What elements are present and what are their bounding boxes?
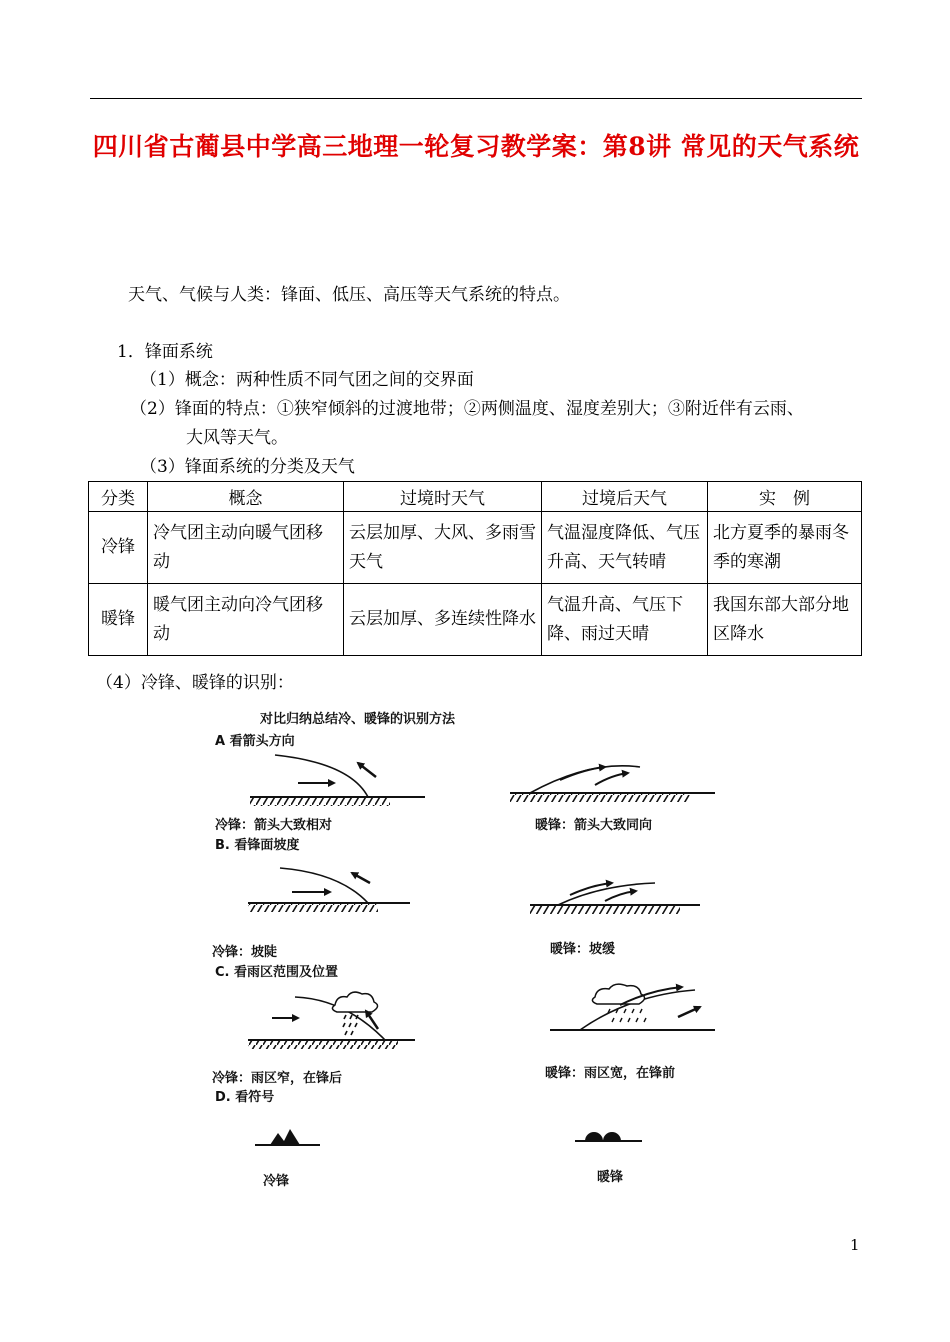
cold-front-rain-diagram (248, 992, 415, 1049)
front-identification-figure (200, 705, 760, 1205)
table-cell: 冷锋 (89, 512, 148, 584)
table-row (89, 512, 862, 584)
warm-front-slope-diagram (530, 883, 700, 914)
table-header-cell: 实 例 (708, 482, 862, 512)
table-header-cell: 分类 (89, 482, 148, 512)
identification-heading: （4）冷锋、暖锋的识别： (96, 673, 294, 693)
page-number: 1 (850, 1236, 860, 1254)
section-a-heading: A 看箭头方向 (215, 734, 295, 749)
warm-front-arrow-diagram (510, 766, 715, 802)
section-heading: 1．锋面系统 (117, 342, 213, 362)
table-cell: 云层加厚、多连续性降水 (344, 584, 542, 656)
section-c-warm-caption: 暖锋：雨区宽，在锋前 (545, 1066, 676, 1081)
concept-text: （1）概念：两种性质不同气团之间的交界面 (140, 370, 474, 390)
section-b-warm-caption: 暖锋：坡缓 (550, 942, 616, 957)
table-cell: 气温湿度降低、气压升高、天气转晴 (542, 512, 708, 584)
table-header-cell: 概念 (148, 482, 344, 512)
warm-front-rain-diagram (550, 984, 715, 1030)
figure-title: 对比归纳总结冷、暖锋的识别方法 (260, 712, 456, 727)
page-title: 四川省古蔺县中学高三地理一轮复习教学案：第8讲 常见的天气系统 (92, 132, 860, 161)
table-cell: 气温升高、气压下降、雨过天晴 (542, 584, 708, 656)
header-rule (90, 98, 862, 99)
section-d-cold-caption: 冷锋 (263, 1174, 290, 1189)
table-header-cell: 过境后天气 (542, 482, 708, 512)
front-table (88, 481, 862, 656)
table-header-row (89, 482, 862, 512)
table-cell: 云层加厚、大风、多雨雪天气 (344, 512, 542, 584)
table-row (89, 584, 862, 656)
section-d-warm-caption: 暖锋 (597, 1170, 624, 1185)
section-a-warm-caption: 暖锋：箭头大致同向 (535, 818, 653, 833)
table-cell: 北方夏季的暴雨冬季的寒潮 (708, 512, 862, 584)
table-cell: 暖气团主动向冷气团移动 (148, 584, 344, 656)
classification-heading: （3）锋面系统的分类及天气 (140, 457, 355, 477)
section-d-heading: D. 看符号 (215, 1090, 275, 1105)
section-c-heading: C. 看雨区范围及位置 (215, 965, 339, 980)
intro-text: 天气、气候与人类：锋面、低压、高压等天气系统的特点。 (128, 285, 570, 305)
section-c-cold-caption: 冷锋：雨区窄，在锋后 (212, 1071, 343, 1086)
section-b-cold-caption: 冷锋：坡陡 (212, 945, 278, 960)
table-header-cell: 过境时天气 (344, 482, 542, 512)
cold-front-slope-diagram (248, 868, 410, 912)
table-cell: 我国东部大部分地区降水 (708, 584, 862, 656)
cold-front-symbol (255, 1129, 320, 1145)
warm-front-symbol (575, 1132, 642, 1141)
features-text-line2: 大风等天气。 (186, 428, 288, 448)
table-cell: 冷气团主动向暖气团移动 (148, 512, 344, 584)
cold-front-arrow-diagram (250, 755, 425, 806)
table-cell: 暖锋 (89, 584, 148, 656)
section-b-heading: B. 看锋面坡度 (215, 838, 300, 853)
section-a-cold-caption: 冷锋：箭头大致相对 (215, 818, 333, 833)
features-text-line1: （2）锋面的特点：①狭窄倾斜的过渡地带；②两侧温度、湿度差别大；③附近伴有云雨、 (130, 399, 804, 419)
